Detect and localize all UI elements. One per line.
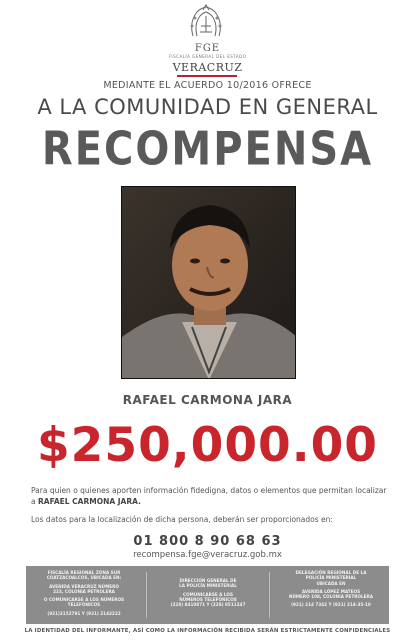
person-photo — [121, 186, 296, 379]
fge-logo-subtitle: FISCALÍA GENERAL DEL ESTADO — [168, 54, 247, 59]
reward-description — [31, 485, 391, 507]
fge-logo-text: FGE — [194, 43, 221, 54]
footer-col-delegacion: DELEGACIÓN REGIONAL DE LA POLICÍA MINISTERIAL UBICADA EN AVENIDA LÓPEZ MATEOS NÚMERO 108, COLONIA PETROLERA (921) 214 7342 Y (921) 214-35-10 — [288, 570, 373, 608]
reward-description-text: Para quien o quienes aporten información fidedigna, datos o elementos que permitan localizar a — [31, 486, 387, 506]
reward-description-name: RAFAEL CARMONA JARA. — [37, 497, 141, 506]
footer-col-coatzacoalcos: FISCALÍA REGIONAL ZONA SUR COATZACOALCOS, UBICADA EN: AVENIDA VERACRUZ NÚMERO 223, COLONIA PETROLERA O COMUNICARSE A LOS NÚMEROS TELEFÓNICOS (921)2152791 Y (921) 2143222 — [43, 570, 125, 616]
footer-divider — [269, 572, 270, 618]
state-underline — [177, 75, 237, 77]
footer-divider — [146, 572, 147, 618]
footer-col-policia: DIRECCIÓN GENERAL DE LA POLICÍA MINISTERIAL COMUNICARSE A LOS NÚMEROS TELEFÓNICOS (228) 8410871 Y (228) 8511247 — [170, 578, 246, 608]
audience-heading: A LA COMUNIDAD EN GENERAL — [37, 95, 378, 119]
reward-amount: $250,000.00 — [36, 418, 379, 473]
contact-email[interactable]: recompensa.fge@veracruz.gob.mx — [133, 550, 282, 560]
person-portrait-icon — [122, 187, 296, 379]
footer-contacts — [26, 566, 389, 624]
person-name: RAFAEL CARMONA JARA — [122, 393, 293, 407]
state-name: VERACRUZ — [172, 61, 243, 74]
confidentiality-disclaimer: LA IDENTIDAD DEL INFORMANTE, ASÍ COMO LA INFORMACIÓN RECIBIDA SERÁN ESTRICTAMENTE CONFIDENCIALES — [24, 628, 391, 634]
agreement-line: MEDIANTE EL ACUERDO 10/2016 OFRECE — [103, 80, 312, 91]
header — [0, 0, 415, 80]
contact-intro: Los datos para la localización de dicha persona, deberán ser proporcionados en: — [31, 515, 333, 524]
state-seal-icon — [183, 2, 229, 42]
reward-title: RECOMPENSA — [41, 123, 374, 176]
hotline-phone: 01 800 8 90 68 63 — [133, 534, 282, 549]
